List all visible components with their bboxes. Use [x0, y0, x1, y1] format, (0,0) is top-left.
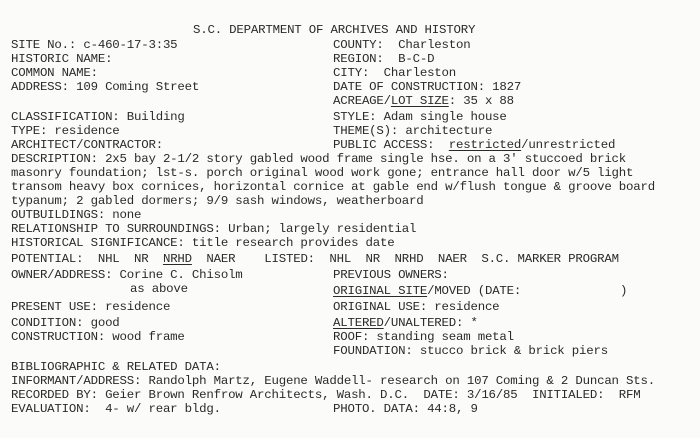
potential-pre: POTENTIAL: NHL NR	[11, 252, 163, 266]
recorded-by: RECORDED BY: Geier Brown Renfrow Architects, Wash. D.C. DATE: 3/16/85 INITIALED: RFM	[11, 388, 641, 402]
description-line-4: typanum; 2 gabled dormers; 9/9 sash windows, weatherboard	[11, 194, 424, 208]
potential-listed	[11, 252, 619, 266]
themes: THEME(S): architecture	[333, 124, 493, 138]
original-site	[333, 284, 521, 298]
present-use: PRESENT USE: residence	[11, 300, 171, 314]
lot-size-label: LOT SIZE	[390, 94, 449, 108]
description-line-2: masonry foundation; lst-s. porch original wood work gone; entrance hall door w/5 light	[11, 166, 634, 180]
common-name: COMMON NAME:	[11, 66, 98, 80]
owner-address: OWNER/ADDRESS: Corine C. Chisolm	[11, 268, 243, 282]
classification: CLASSIFICATION: Building	[11, 110, 185, 124]
region: REGION: B-C-D	[333, 52, 435, 66]
description-line-3: transom heavy box cornices, horizontal cornice at gable end w/flush tongue & groove board	[11, 180, 655, 194]
original-use: ORIGINAL USE: residence	[333, 300, 500, 314]
outbuildings: OUTBUILDINGS: none	[11, 208, 142, 222]
card-title: S.C. DEPARTMENT OF ARCHIVES AND HISTORY	[193, 23, 476, 37]
city: CITY: Charleston	[333, 66, 457, 80]
owner-address-cont: as above	[130, 282, 188, 296]
moved-label: /MOVED (DATE:	[427, 284, 522, 298]
roof: ROOF: standing seam metal	[333, 330, 514, 344]
evaluation: EVALUATION: 4- w/ rear bldg.	[11, 402, 221, 416]
restricted-value: restricted	[448, 138, 522, 152]
informant-address: INFORMANT/ADDRESS: Randolph Martz, Eugene Waddell- research on 107 Coming & 2 Duncan Sts.	[11, 374, 655, 388]
original-site-label: ORIGINAL SITE	[333, 284, 428, 298]
style: STYLE: Adam single house	[333, 110, 507, 124]
public-access-label: PUBLIC ACCESS:	[333, 138, 449, 152]
unrestricted-value: /unrestricted	[521, 138, 616, 152]
potential-nrhd: NRHD	[162, 252, 192, 266]
county: COUNTY: Charleston	[333, 38, 471, 52]
acreage-lot-size	[333, 94, 514, 108]
foundation: FOUNDATION: stucco brick & brick piers	[333, 344, 608, 358]
condition: CONDITION: good	[11, 316, 120, 330]
historical-significance: HISTORICAL SIGNIFICANCE: title research provides date	[11, 236, 395, 250]
type: TYPE: residence	[11, 124, 120, 138]
acreage-value: : 35 x 88	[448, 94, 514, 108]
address: ADDRESS: 109 Coming Street	[11, 80, 200, 94]
altered-label: ALTERED	[333, 316, 384, 330]
acreage-label: ACREAGE/	[333, 94, 391, 108]
relationship: RELATIONSHIP TO SURROUNDINGS: Urban; largely residential	[11, 222, 417, 236]
previous-owners: PREVIOUS OWNERS:	[333, 268, 449, 282]
public-access	[333, 138, 615, 152]
photo-data: PHOTO. DATA: 44:8, 9	[333, 402, 478, 416]
site-number: SITE No.: c-460-17-3:35	[11, 38, 178, 52]
description-line-1: DESCRIPTION: 2x5 bay 2-1/2 story gabled wood frame single hse. on a 3' stuccoed brick	[11, 152, 627, 166]
construction: CONSTRUCTION: wood frame	[11, 330, 185, 344]
architect-contractor: ARCHITECT/CONTRACTOR:	[11, 138, 163, 152]
construction-date: DATE OF CONSTRUCTION: 1827	[333, 80, 522, 94]
potential-post: NAER LISTED: NHL NR NRHD NAER S.C. MARKER PROGRAM	[191, 252, 619, 266]
unaltered-label: /UNALTERED: *	[383, 316, 478, 330]
moved-close: )	[620, 284, 628, 298]
historic-name: HISTORIC NAME:	[11, 52, 113, 66]
altered-status	[333, 316, 478, 330]
bibliographic-data: BIBLIOGRAPHIC & RELATED DATA:	[11, 360, 221, 374]
